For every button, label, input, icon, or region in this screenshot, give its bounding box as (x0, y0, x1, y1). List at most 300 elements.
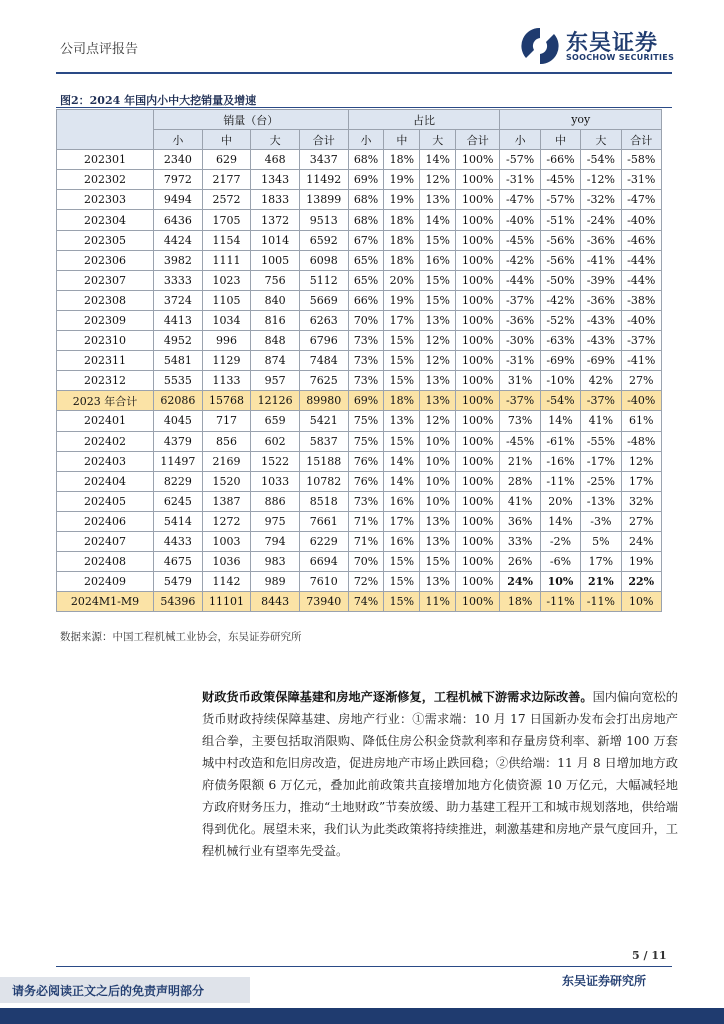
table-cell: -69% (581, 351, 621, 371)
table-cell: -16% (540, 451, 580, 471)
table-cell: 61% (621, 411, 661, 431)
table-cell: 17% (621, 471, 661, 491)
table-cell: 100% (456, 491, 500, 511)
table-cell: 1154 (202, 230, 251, 250)
table-cell: 13899 (299, 190, 348, 210)
table-cell: 12% (621, 451, 661, 471)
table-cell: 629 (202, 150, 251, 170)
table-cell: 7625 (299, 371, 348, 391)
brand-logo (520, 26, 680, 66)
table-cell: -61% (540, 431, 580, 451)
table-cell: 1142 (202, 572, 251, 592)
table-row (57, 471, 662, 491)
table-cell: 1833 (251, 190, 300, 210)
table-cell: 840 (251, 290, 300, 310)
header-divider (56, 72, 672, 74)
table-cell: 18% (384, 150, 420, 170)
table-cell: -55% (581, 431, 621, 451)
table-cell: -45% (500, 230, 540, 250)
row-label-cell: 202304 (57, 210, 154, 230)
table-cell: 1133 (202, 371, 251, 391)
table-row (57, 431, 662, 451)
table-row (57, 572, 662, 592)
table-cell: -37% (621, 331, 661, 351)
table-cell: 9513 (299, 210, 348, 230)
table-cell: 27% (621, 511, 661, 531)
table-cell: 2340 (154, 150, 203, 170)
row-label-cell: 202407 (57, 531, 154, 551)
table-cell: 18% (384, 210, 420, 230)
table-cell: 6694 (299, 552, 348, 572)
table-cell: -31% (621, 170, 661, 190)
table-cell: -45% (540, 170, 580, 190)
paragraph-lead: 财政货币政策保障基建和房地产逐渐修复，工程机械下游需求边际改善。 (202, 690, 593, 704)
table-cell: 6796 (299, 331, 348, 351)
table-cell: 100% (456, 170, 500, 190)
table-cell: 18% (500, 592, 540, 612)
table-cell: -37% (581, 391, 621, 411)
table-cell: 100% (456, 351, 500, 371)
table-cell: 65% (348, 250, 384, 270)
table-cell: -32% (581, 190, 621, 210)
table-cell: 6245 (154, 491, 203, 511)
table-cell: -46% (621, 230, 661, 250)
table-cell: 1129 (202, 351, 251, 371)
table-cell: 62086 (154, 391, 203, 411)
table-cell: 1023 (202, 270, 251, 290)
table-cell: -40% (621, 210, 661, 230)
table-cell: -31% (500, 351, 540, 371)
table-cell: 10% (540, 572, 580, 592)
table-cell: 75% (348, 431, 384, 451)
table-cell: 70% (348, 552, 384, 572)
table-cell: 15% (384, 572, 420, 592)
table-cell: 5837 (299, 431, 348, 451)
corner-cell (57, 110, 154, 150)
table-cell: 1343 (251, 170, 300, 190)
table-cell: 1005 (251, 250, 300, 270)
table-cell: -56% (540, 230, 580, 250)
table-cell: 659 (251, 411, 300, 431)
table-row (57, 270, 662, 290)
table-cell: 1520 (202, 471, 251, 491)
table-cell: 816 (251, 310, 300, 330)
row-label-cell: 2023 年合计 (57, 391, 154, 411)
table-cell: 100% (456, 431, 500, 451)
table-cell: 71% (348, 531, 384, 551)
table-cell: -54% (581, 150, 621, 170)
table-row (57, 411, 662, 431)
table-cell: 15% (384, 331, 420, 351)
table-cell: 14% (420, 150, 456, 170)
paragraph-body: 国内偏向宽松的货币财政持续保障基建、房地产行业：①需求端：10 月 17 日国新办发布会打出房地产组合拳，主要包括取消限购、降低住房公积金贷款利率和存量房贷利率、新增 100 万套城中村改造和危旧房改造，促进房地产市场止跌回稳；②供给端：11 月 8 日增加地方政府债务限额 6 万亿元，叠加此前政策共直接增加地方化债资源 10 万亿元，大幅减轻地方政府财务压力，推动“土地财政”节奏放缓、助力基建工程开工和城市规划落地，供给端得到优化。展望未来，我们认为此类政策将持续推进，刺激基建和房地产景气度回升，工程机械行业有望率先受益。 (202, 690, 678, 858)
table-cell: 1372 (251, 210, 300, 230)
table-cell: 68% (348, 210, 384, 230)
table-cell: 1014 (251, 230, 300, 250)
brand-name-en: SOOCHOW SECURITIES (566, 53, 675, 62)
table-cell: -40% (500, 210, 540, 230)
table-cell: 13% (384, 411, 420, 431)
sub-header-cell: 大 (420, 130, 456, 150)
table-cell: 73% (348, 371, 384, 391)
table-cell: 100% (456, 592, 500, 612)
table-cell: 1003 (202, 531, 251, 551)
table-cell: 7972 (154, 170, 203, 190)
table-cell: 65% (348, 270, 384, 290)
table-cell: 5% (581, 531, 621, 551)
disclaimer-bar (0, 977, 250, 1003)
table-cell: 100% (456, 190, 500, 210)
row-label-cell: 202308 (57, 290, 154, 310)
table-cell: -43% (581, 331, 621, 351)
table-cell: 36% (500, 511, 540, 531)
table-cell: 2169 (202, 451, 251, 471)
table-cell: 75% (348, 411, 384, 431)
table-row (57, 150, 662, 170)
table-cell: 13% (420, 531, 456, 551)
table-cell: 16% (420, 250, 456, 270)
table-cell: 5669 (299, 290, 348, 310)
table-cell: 4952 (154, 331, 203, 351)
table-cell: 69% (348, 170, 384, 190)
table-cell: -44% (500, 270, 540, 290)
table-cell: -11% (581, 592, 621, 612)
table-cell: 13% (420, 371, 456, 391)
row-label-cell: 202312 (57, 371, 154, 391)
table-cell: -51% (540, 210, 580, 230)
table-cell: 13% (420, 511, 456, 531)
table-cell: 2177 (202, 170, 251, 190)
table-cell: 11497 (154, 451, 203, 471)
sub-header-cell: 合计 (299, 130, 348, 150)
table-cell: 3437 (299, 150, 348, 170)
table-row (57, 170, 662, 190)
table-cell: 983 (251, 552, 300, 572)
table-cell: 2572 (202, 190, 251, 210)
table-cell: 100% (456, 310, 500, 330)
table-cell: 1387 (202, 491, 251, 511)
table-cell: 4433 (154, 531, 203, 551)
table-cell: 8443 (251, 592, 300, 612)
table-cell: -36% (581, 230, 621, 250)
table-cell: 5479 (154, 572, 203, 592)
table-cell: 4424 (154, 230, 203, 250)
table-cell: -13% (581, 491, 621, 511)
row-label-cell: 202303 (57, 190, 154, 210)
table-cell: -41% (581, 250, 621, 270)
analysis-paragraph (202, 686, 678, 862)
table-cell: 17% (581, 552, 621, 572)
table-cell: 100% (456, 270, 500, 290)
table-cell: -36% (581, 290, 621, 310)
row-label-cell: 202307 (57, 270, 154, 290)
table-cell: 12% (420, 351, 456, 371)
table-cell: 18% (384, 391, 420, 411)
table-cell: 17% (384, 511, 420, 531)
table-row (57, 371, 662, 391)
row-label-cell: 202301 (57, 150, 154, 170)
table-cell: 100% (456, 290, 500, 310)
table-cell: 756 (251, 270, 300, 290)
table-cell: 100% (456, 391, 500, 411)
table-cell: -57% (500, 150, 540, 170)
table-cell: 996 (202, 331, 251, 351)
table-cell: -50% (540, 270, 580, 290)
table-cell: 28% (500, 471, 540, 491)
table-cell: -57% (540, 190, 580, 210)
table-cell: -17% (581, 451, 621, 471)
sub-header-cell: 合计 (621, 130, 661, 150)
table-cell: 100% (456, 150, 500, 170)
table-cell: 717 (202, 411, 251, 431)
table-cell: 15% (384, 592, 420, 612)
table-row (57, 592, 662, 612)
table-cell: -41% (621, 351, 661, 371)
table-cell: 15% (420, 230, 456, 250)
sub-header-cell: 小 (154, 130, 203, 150)
table-cell: 72% (348, 572, 384, 592)
table-cell: 10% (420, 471, 456, 491)
table-cell: 1272 (202, 511, 251, 531)
table-cell: 100% (456, 210, 500, 230)
row-label-cell: 202409 (57, 572, 154, 592)
table-cell: 18% (384, 230, 420, 250)
table-cell: 69% (348, 391, 384, 411)
table-cell: 22% (621, 572, 661, 592)
table-cell: 14% (384, 451, 420, 471)
report-type: 公司点评报告 (60, 42, 139, 57)
table-cell: 13% (420, 310, 456, 330)
table-cell: 15768 (202, 391, 251, 411)
sub-header-cell: 小 (500, 130, 540, 150)
table-cell: 13% (420, 391, 456, 411)
figure-title-rule (56, 107, 672, 108)
table-cell: -45% (500, 431, 540, 451)
table-cell: 6436 (154, 210, 203, 230)
table-cell: -38% (621, 290, 661, 310)
table-cell: 3333 (154, 270, 203, 290)
table-cell: 1105 (202, 290, 251, 310)
table-cell: -47% (500, 190, 540, 210)
table-cell: 15% (420, 552, 456, 572)
table-cell: 6592 (299, 230, 348, 250)
table-cell: 957 (251, 371, 300, 391)
table-cell: 10782 (299, 471, 348, 491)
row-label-cell: 202302 (57, 170, 154, 190)
table-cell: 874 (251, 351, 300, 371)
table-cell: 1705 (202, 210, 251, 230)
table-cell: 975 (251, 511, 300, 531)
row-label-cell: 202406 (57, 511, 154, 531)
table-cell: 1111 (202, 250, 251, 270)
table-cell: 66% (348, 290, 384, 310)
table-cell: 11101 (202, 592, 251, 612)
table-cell: -47% (621, 190, 661, 210)
table-cell: -3% (581, 511, 621, 531)
table-cell: 12126 (251, 391, 300, 411)
group-header-yoy: yoy (500, 110, 662, 130)
brand-name-cn: 东吴证券 (566, 31, 659, 56)
data-source: 数据来源：中国工程机械工业协会，东吴证券研究所 (60, 631, 302, 643)
table-cell: 24% (621, 531, 661, 551)
table-cell: 13% (420, 190, 456, 210)
table-cell: 8518 (299, 491, 348, 511)
sub-header-cell: 中 (384, 130, 420, 150)
row-label-cell: 202306 (57, 250, 154, 270)
table-cell: 8229 (154, 471, 203, 491)
table-cell: 67% (348, 230, 384, 250)
table-cell: 12% (420, 170, 456, 190)
table-row (57, 351, 662, 371)
table-cell: -48% (621, 431, 661, 451)
table-row (57, 250, 662, 270)
table-cell: 5535 (154, 371, 203, 391)
table-cell: 27% (621, 371, 661, 391)
table-cell: 54396 (154, 592, 203, 612)
table-row (57, 190, 662, 210)
table-cell: 33% (500, 531, 540, 551)
table-cell: 21% (581, 572, 621, 592)
table-cell: 68% (348, 150, 384, 170)
table-cell: 73940 (299, 592, 348, 612)
sales-table (56, 109, 662, 612)
table-row (57, 531, 662, 551)
sub-header-cell: 中 (202, 130, 251, 150)
table-row (57, 230, 662, 250)
table-cell: 10% (420, 431, 456, 451)
table-cell: 13% (420, 572, 456, 592)
table-cell: 7661 (299, 511, 348, 531)
row-label-cell: 202401 (57, 411, 154, 431)
table-cell: -42% (540, 290, 580, 310)
table-cell: 1033 (251, 471, 300, 491)
table-cell: 100% (456, 331, 500, 351)
table-group-header-row (57, 110, 662, 130)
table-cell: 100% (456, 230, 500, 250)
table-row (57, 391, 662, 411)
table-cell: 14% (384, 471, 420, 491)
table-cell: -10% (540, 371, 580, 391)
row-label-cell: 202311 (57, 351, 154, 371)
table-cell: 17% (384, 310, 420, 330)
table-cell: 41% (581, 411, 621, 431)
table-cell: 6098 (299, 250, 348, 270)
table-cell: 16% (384, 531, 420, 551)
table-cell: -54% (540, 391, 580, 411)
table-cell: 14% (540, 411, 580, 431)
table-cell: -30% (500, 331, 540, 351)
table-cell: 5481 (154, 351, 203, 371)
footer-divider (56, 966, 672, 967)
table-cell: 73% (348, 331, 384, 351)
table-cell: 73% (500, 411, 540, 431)
table-cell: 4675 (154, 552, 203, 572)
table-row (57, 552, 662, 572)
sub-header-cell: 大 (251, 130, 300, 150)
table-cell: -40% (621, 310, 661, 330)
footer-strip (0, 1008, 724, 1024)
table-cell: 76% (348, 471, 384, 491)
group-header-sales: 销量（台） (154, 110, 349, 130)
table-row (57, 331, 662, 351)
table-cell: 41% (500, 491, 540, 511)
figure-title: 图2：2024 年国内小中大挖销量及增速 (60, 94, 257, 107)
table-cell: 24% (500, 572, 540, 592)
table-cell: 19% (384, 290, 420, 310)
table-cell: 73% (348, 351, 384, 371)
table-cell: 14% (540, 511, 580, 531)
disclaimer-text: 请务必阅读正文之后的免责声明部分 (12, 984, 205, 998)
table-cell: 21% (500, 451, 540, 471)
table-cell: 100% (456, 552, 500, 572)
table-cell: 19% (384, 190, 420, 210)
row-label-cell: 202309 (57, 310, 154, 330)
row-label-cell: 202305 (57, 230, 154, 250)
table-cell: 31% (500, 371, 540, 391)
table-cell: 989 (251, 572, 300, 592)
table-cell: -37% (500, 391, 540, 411)
table-cell: 856 (202, 431, 251, 451)
row-label-cell: 202402 (57, 431, 154, 451)
table-cell: -24% (581, 210, 621, 230)
table-cell: 848 (251, 331, 300, 351)
table-cell: -12% (581, 170, 621, 190)
row-label-cell: 202403 (57, 451, 154, 471)
table-cell: -56% (540, 250, 580, 270)
table-cell: 11492 (299, 170, 348, 190)
table-cell: 71% (348, 511, 384, 531)
table-cell: 1036 (202, 552, 251, 572)
table-cell: 68% (348, 190, 384, 210)
table-cell: 16% (384, 491, 420, 511)
table-cell: 100% (456, 411, 500, 431)
table-row (57, 210, 662, 230)
table-cell: 6229 (299, 531, 348, 551)
table-cell: 602 (251, 431, 300, 451)
row-label-cell: 2024M1-M9 (57, 592, 154, 612)
table-cell: 15% (384, 371, 420, 391)
table-cell: 7610 (299, 572, 348, 592)
table-cell: 19% (384, 170, 420, 190)
table-cell: 76% (348, 451, 384, 471)
table-cell: 886 (251, 491, 300, 511)
table-cell: 74% (348, 592, 384, 612)
table-cell: -36% (500, 310, 540, 330)
table-cell: -42% (500, 250, 540, 270)
table-row (57, 310, 662, 330)
table-cell: 5414 (154, 511, 203, 531)
table-cell: 3724 (154, 290, 203, 310)
table-cell: 10% (420, 451, 456, 471)
table-cell: -31% (500, 170, 540, 190)
table-cell: 100% (456, 471, 500, 491)
table-cell: -52% (540, 310, 580, 330)
table-cell: -6% (540, 552, 580, 572)
table-cell: 5421 (299, 411, 348, 431)
table-cell: 5112 (299, 270, 348, 290)
table-cell: 1034 (202, 310, 251, 330)
sub-header-cell: 中 (540, 130, 580, 150)
table-cell: 4413 (154, 310, 203, 330)
table-row (57, 451, 662, 471)
table-cell: -58% (621, 150, 661, 170)
table-cell: -2% (540, 531, 580, 551)
table-row (57, 290, 662, 310)
table-cell: -44% (621, 250, 661, 270)
table-cell: -37% (500, 290, 540, 310)
table-cell: 10% (621, 592, 661, 612)
table-cell: 15188 (299, 451, 348, 471)
